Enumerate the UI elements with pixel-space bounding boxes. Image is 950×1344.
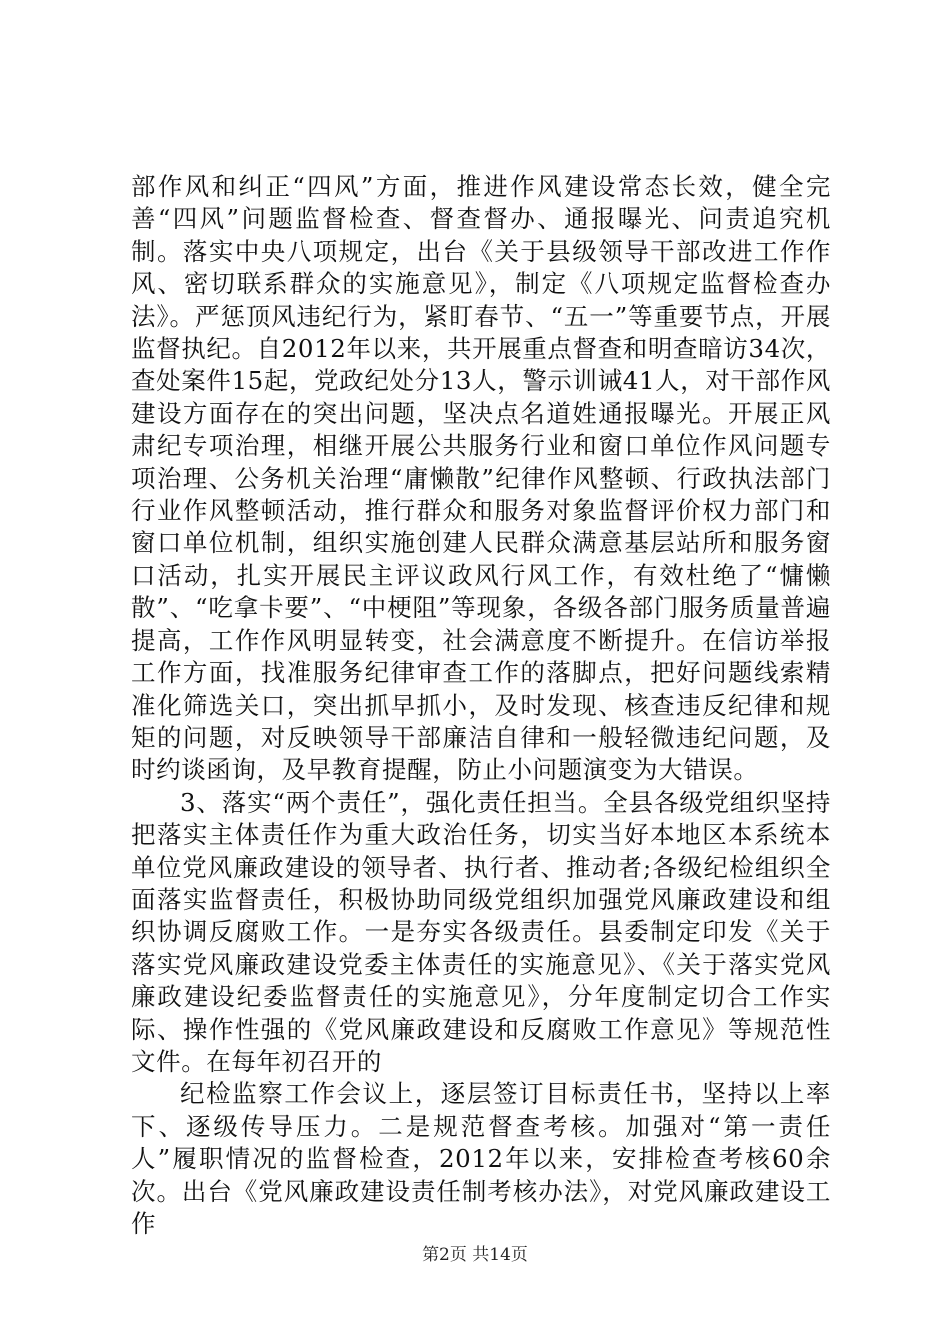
paragraph-2: 3、落实“两个责任”，强化责任担当。全县各级党组织坚持把落实主体责任作为重大政治任务，切实当好本地区本系统本单位党风廉政建设的领导者、执行者、推动者;各级纪检组织全面落实监督责任，积极协助同级党组织加强党风廉政建设和组织协调反腐败工作。一是夯实各级责任。县委制定印发《关于落实党风廉政建设党委主体责任的实施意见》、《关于落实党风廉政建设纪委监督责任的实施意见》，分年度制定切合工作实际、操作性强的《党风廉政建设和反腐败工作意见》等规范性文件。在每年初召开的 bbox=[131, 787, 831, 1076]
page-number-footer: 第2页 共14页 bbox=[422, 1245, 528, 1265]
paragraph-1: 部作风和纠正“四风”方面，推进作风建设常态长效，健全完善“四风”问题监督检查、督查督办、通报曝光、问责追究机制。落实中央八项规定，出台《关于县级领导干部改进工作作风、密切联系群众的实施意见》，制定《八项规定监督检查办法》。严惩顶风违纪行为，紧盯春节、“五一”等重要节点，开展监督执纪。自2012年以来，共开展重点督查和明查暗访34次，查处案件15起，党政纪处分13人，警示训诫41人，对干部作风建设方面存在的突出问题，坚决点名道姓通报曝光。开展正风肃纪专项治理，相继开展公共服务行业和窗口单位作风问题专项治理、公务机关治理“庸懒散”纪律作风整顿、行政执法部门行业作风整顿活动，推行群众和服务对象监督评价权力部门和窗口单位机制，组织实施创建人民群众满意基层站所和服务窗口活动，扎实开展民主评议政风行风工作，有效杜绝了“慵懒散”、“吃拿卡要”、“中梗阻”等现象，各级各部门服务质量普遍提高，工作作风明显转变，社会满意度不断提升。在信访举报工作方面，找准服务纪律审查工作的落脚点，把好问题线索精准化筛选关口，突出抓早抓小，及时发现、核查违反纪律和规矩的问题，对反映领导干部廉洁自律和一般轻微违纪问题，及时约谈函询，及早教育提醒，防止小问题演变为大错误。 bbox=[131, 172, 831, 785]
document-body bbox=[131, 171, 831, 1240]
paragraph-3: 纪检监察工作会议上，逐层签订目标责任书，坚持以上率下、逐级传导压力。二是规范督查考核。加强对“第一责任人”履职情况的监督检查，2012年以来，安排检查考核60余次。出台《党风廉政建设责任制考核办法》，对党风廉政建设工作 bbox=[131, 1079, 831, 1238]
